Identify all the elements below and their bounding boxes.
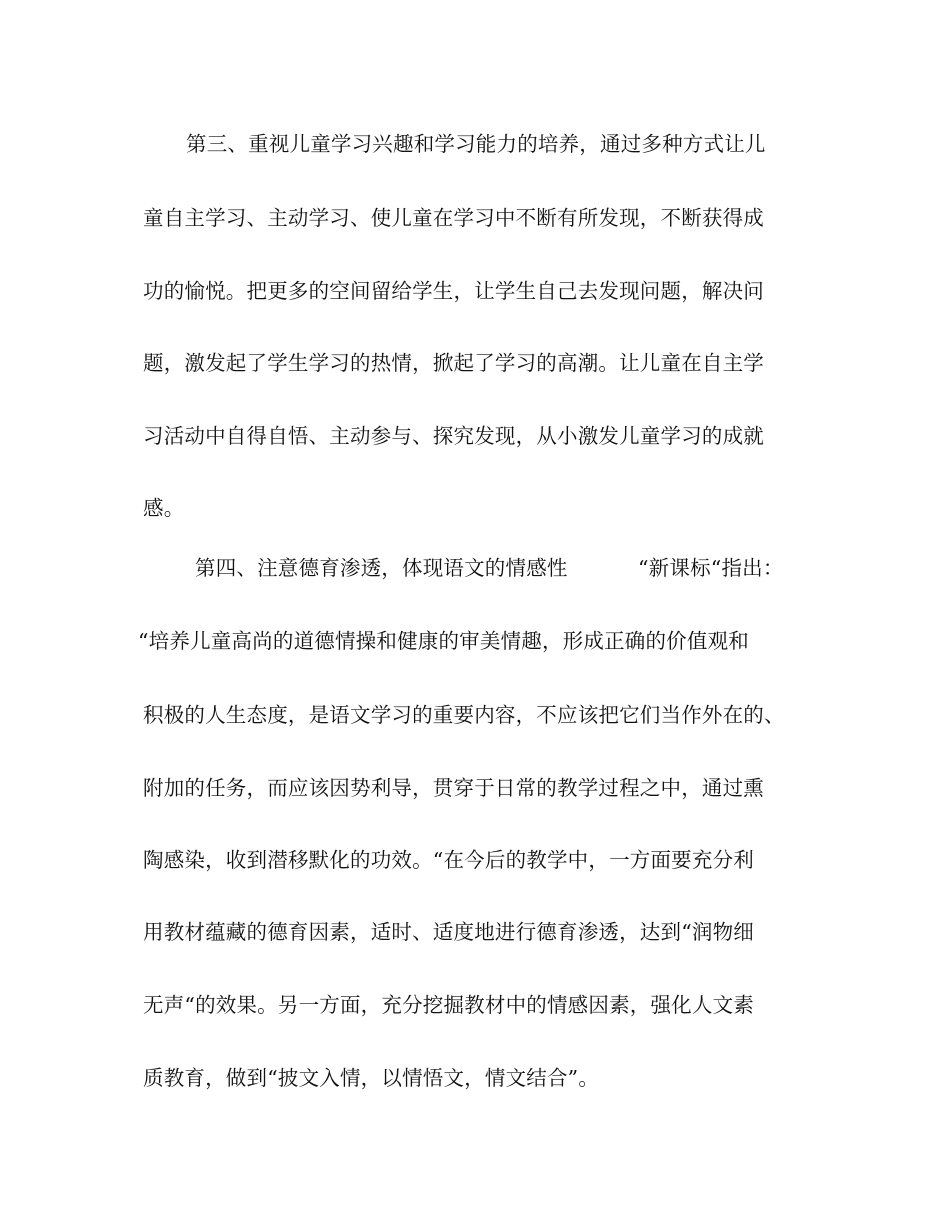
paragraph-4-heading-tail: “新课标“指出： (638, 556, 784, 580)
paragraph-3-line-2: 童自主学习、主动学习、使儿童在学习中不断有所发现，不断获得成 (143, 206, 764, 230)
paragraph-4-line-3: 附加的任务，而应该因势利导，贯穿于日常的教学过程之中，通过熏 (143, 776, 764, 800)
paragraph-3-line-4: 题，激发起了学生学习的热情，掀起了学习的高潮。让儿童在自主学 (143, 351, 764, 375)
paragraph-4-line-7: 质教育，做到“披文入情，以情悟文，情文结合”。 (143, 1066, 600, 1090)
paragraph-3-line-1: 第三、重视儿童学习兴趣和学习能力的培养，通过多种方式让儿 (186, 132, 766, 156)
paragraph-3-line-3: 功的愉悦。把更多的空间留给学生，让学生自己去发现问题，解决问 (143, 279, 764, 303)
paragraph-4-line-1: “培养儿童高尚的道德情操和健康的审美情趣，形成正确的价值观和 (138, 629, 749, 653)
paragraph-3-line-6: 感。 (143, 496, 185, 520)
paragraph-4-line-4: 陶感染，收到潜移默化的功效。“在今后的教学中，一方面要充分利 (143, 848, 754, 872)
paragraph-4-heading: 第四、注意德育渗透，体现语文的情感性 (195, 556, 568, 580)
paragraph-3-line-5: 习活动中自得自悟、主动参与、探究发现，从小激发儿童学习的成就 (143, 424, 764, 448)
paragraph-4-line-2: 积极的人生态度，是语文学习的重要内容，不应该把它们当作外在的、 (143, 703, 785, 727)
paragraph-4-line-6: 无声“的效果。另一方面，充分挖掘教材中的情感因素，强化人文素 (143, 993, 754, 1017)
paragraph-4-line-5: 用教材蕴藏的德育因素，适时、适度地进行德育渗透，达到“润物细 (143, 920, 754, 944)
